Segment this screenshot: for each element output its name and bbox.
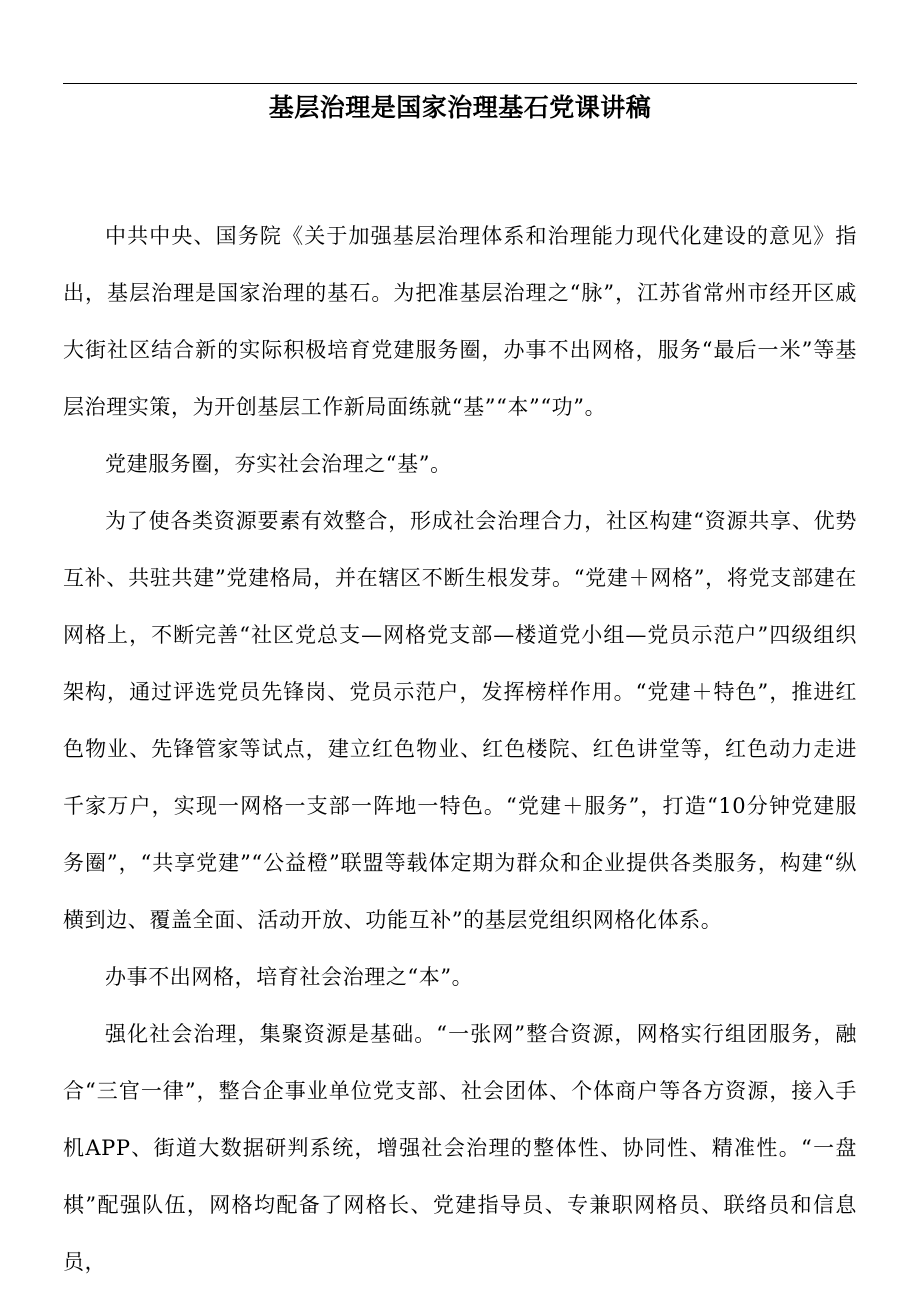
paragraph-section-2: 强化社会治理，集聚资源是基础。“一张网”整合资源，网格实行组团服务，融合“三官一律”，整合企事业单位党支部、社会团体、个体商户等各方资源，接入手机APP、街道大数据研判系统，增强社会治理的整体性、协同性、精准性。“一盘棋”配强队伍，网格均配备了网格长、党建指导员、专兼职网格员、联络员和信息员， <box>63 1022 857 1274</box>
document-title: 基层治理是国家治理基石党课讲稿 <box>268 93 652 122</box>
header-rule <box>63 83 857 84</box>
document-body <box>63 208 857 1291</box>
section-heading-2: 办事不出网格，培育社会治理之“本”。 <box>105 965 474 989</box>
paragraph-section-1: 为了使各类资源要素有效整合，形成社会治理合力，社区构建“资源共享、优势互补、共驻共建”党建格局，并在辖区不断生根发芽。“党建＋网格”，将党支部建在网格上，不断完善“社区党总支—网格党支部—楼道党小组—党员示范户”四级组织架构，通过评选党员先锋岗、党员示范户，发挥榜样作用。“党建＋特色”，推进红色物业、先锋管家等试点，建立红色物业、红色楼院、红色讲堂等，红色动力走进千家万户，实现一网格一支部一阵地一特色。“党建＋服务”，打造“10分钟党建服务圈”，“共享党建”“公益橙”联盟等载体定期为群众和企业提供各类服务，构建“纵横到边、覆盖全面、活动开放、功能互补”的基层党组织网格化体系。 <box>63 509 857 932</box>
paragraph-intro: 中共中央、国务院《关于加强基层治理体系和治理能力现代化建设的意见》指出，基层治理是国家治理的基石。为把准基层治理之“脉”，江苏省常州市经开区戚大街社区结合新的实际积极培育党建服务圈，办事不出网格，服务“最后一米”等基层治理实策，为开创基层工作新局面练就“基”“本”“功”。 <box>63 224 857 419</box>
section-heading-1: 党建服务圈，夯实社会治理之“基”。 <box>105 452 452 476</box>
